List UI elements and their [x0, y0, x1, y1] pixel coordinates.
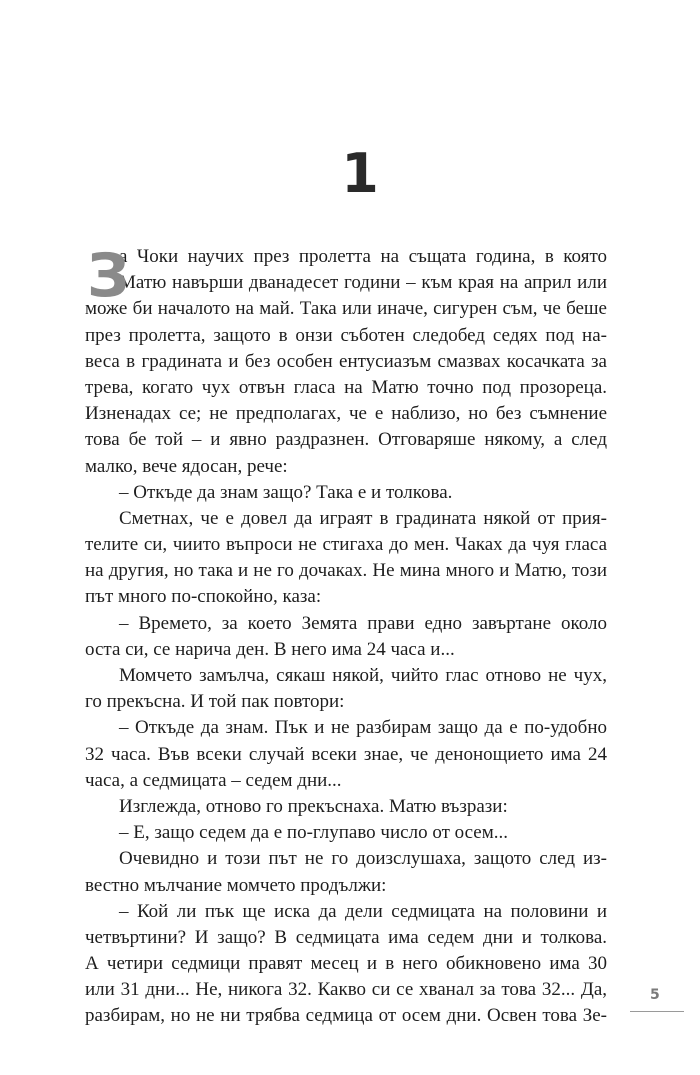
chapter-number: 1: [341, 142, 379, 205]
text-line: вестно мълчание момчето продължи:: [85, 874, 387, 896]
text-line: Сметнах, че е довел да играят в градината някой от прия-: [119, 507, 607, 529]
text-line: Матю навърши дванадесет години – към края на април или: [119, 272, 607, 294]
text-line: или 31 дни... Не, никога 32. Какво си се хванал за това 32... Да,: [85, 979, 607, 1001]
text-line: – Откъде да знам. Пък и не разбирам защо да е по-удобно: [119, 717, 607, 739]
text-line: на другия, но така и не го дочаках. Не мина много и Матю, този: [85, 560, 607, 582]
text-line: това бе той – и явно раздразнен. Отговаряше някому, а след: [85, 429, 607, 451]
text-line: – Откъде да знам защо? Така е и толкова.: [119, 481, 453, 503]
text-line: – Времето, за което Земята прави едно завъртане около: [119, 612, 607, 634]
text-line: – Е, защо седем да е по-глупаво число от осем...: [119, 822, 508, 844]
drop-cap: З: [87, 241, 130, 311]
text-line: оста си, се нарича ден. В него има 24 часа и...: [85, 638, 455, 660]
page-number-rule: [630, 1011, 684, 1012]
text-line: часа, а седмицата – седем дни...: [85, 769, 342, 791]
text-line: трева, когато чух отвън гласа на Матю точно под прозореца.: [85, 376, 607, 398]
text-line: го прекъсна. И той пак повтори:: [85, 691, 345, 713]
text-line: четвъртини? И защо? В седмицата има седем дни и толкова.: [85, 926, 607, 948]
body-text: [85, 241, 607, 1030]
text-line: 32 часа. Във всеки случай всеки знае, че денонощието има 24: [85, 743, 607, 765]
text-line: Момчето замълча, сякаш някой, чийто глас отново не чух,: [119, 665, 607, 686]
text-line: може би началото на май. Така или иначе, сигурен съм, че беше: [85, 298, 607, 320]
text-line: телите си, чиито въпроси не стигаха до мен. Чаках да чуя гласа: [85, 534, 607, 556]
text-line: Изглежда, отново го прекъснаха. Матю възрази:: [119, 795, 508, 817]
text-line: Изненадах се; не предполагах, че е наблизо, но без съмнение: [85, 403, 607, 425]
text-line: през пролетта, защото в онзи съботен следобед седях под на-: [85, 324, 607, 346]
text-line: А четири седмици правят месец и в него обикновено има 30: [85, 953, 607, 975]
text-line: разбирам, но не ни трябва седмица от осем дни. Освен това Зе-: [85, 1005, 607, 1027]
text-line: а Чоки научих през пролетта на същата година, в която: [119, 246, 607, 267]
page-number: 5: [650, 987, 660, 1003]
text-line: – Кой ли пък ще иска да дели седмицата на половини и: [119, 900, 607, 922]
text-line: Очевидно и този път не го доизслушаха, защото след из-: [119, 848, 607, 870]
text-line: веса в градината и без особен ентусиазъм смазвах косачката за: [85, 350, 607, 372]
text-line: път много по-спокойно, каза:: [85, 586, 322, 608]
text-line: малко, вече ядосан, рече:: [85, 455, 288, 477]
